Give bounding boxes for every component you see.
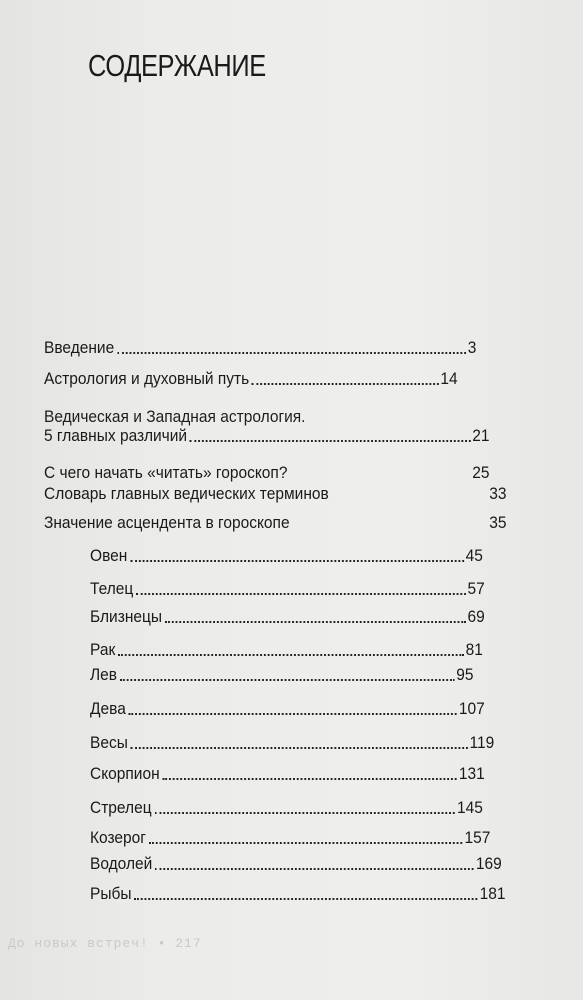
toc-entry-page: 21 (472, 427, 490, 445)
toc-entry-page: 81 (465, 641, 483, 659)
toc-entry-page: 145 (457, 799, 483, 817)
toc-entry-label: Словарь главных ведических терминов (44, 485, 329, 503)
toc-entry-page: 57 (467, 580, 485, 598)
toc-entry-label: Телец (90, 580, 134, 598)
toc-entry (90, 607, 485, 627)
toc-entry (90, 699, 485, 719)
leader-dots (134, 898, 477, 900)
toc-entry (90, 546, 483, 566)
toc-entry-page: 181 (479, 885, 506, 903)
toc-entry-page: 25 (472, 464, 490, 482)
leader-dots (117, 352, 466, 354)
leader-dots (120, 679, 455, 681)
toc-entry-label: Введение (44, 339, 115, 357)
page-footer: До новых встреч! • 217 (8, 936, 202, 951)
toc-entry (90, 640, 483, 660)
toc-entry (90, 854, 502, 874)
toc-entry (44, 426, 490, 446)
toc-entry-page: 119 (469, 734, 495, 752)
toc-entry-label: Козерог (90, 829, 146, 847)
toc-entry (90, 733, 494, 753)
toc-entry-label: Стрелец (90, 799, 152, 817)
toc-entry (90, 665, 474, 685)
toc-entry-label: 5 главных различий (44, 427, 188, 445)
toc-entry-label: Дева (90, 700, 126, 718)
toc-entry-page: 3 (467, 339, 477, 357)
toc-entry (90, 798, 483, 818)
toc-entry (90, 884, 505, 904)
toc-entry-label: Рыбы (90, 885, 132, 903)
toc-entry-label: Овен (90, 547, 128, 565)
leader-dots (136, 593, 466, 595)
toc-entry (90, 828, 490, 848)
toc-entry-label: С чего начать «читать» гороскоп? (44, 464, 288, 482)
leader-dots (154, 812, 455, 814)
leader-dots (149, 842, 463, 844)
leader-dots (252, 383, 438, 385)
leader-dots (292, 527, 487, 529)
leader-dots (129, 713, 457, 715)
toc-entry (44, 513, 506, 533)
toc-entry-page: 95 (456, 666, 474, 684)
leader-dots (165, 621, 466, 623)
toc-entry-label: Скорпион (90, 765, 160, 783)
leader-dots (162, 778, 457, 780)
toc-entry-label: Лев (90, 666, 118, 684)
toc-entry-label: Значение асцендента в гороскопе (44, 514, 290, 532)
toc-entry-page: 69 (467, 608, 485, 626)
toc-entry-label: Астрология и духовный путь (44, 370, 250, 388)
toc-entry (90, 579, 485, 599)
toc-entry-page: 33 (489, 485, 507, 503)
leader-dots (332, 498, 488, 500)
toc-entry-label: Рак (90, 641, 116, 659)
toc-entry-page: 169 (475, 855, 502, 873)
toc-entry-label: Весы (90, 734, 128, 752)
leader-dots (130, 560, 464, 562)
toc-entry (44, 484, 506, 504)
toc-entry-page: 107 (458, 700, 485, 718)
toc-entry-page: 14 (440, 370, 458, 388)
toc-entry-label-line1: Ведическая и Западная астрология. (44, 408, 306, 426)
toc-entry-page: 45 (465, 547, 483, 565)
page-title: СОДЕРЖАНИЕ (88, 48, 266, 83)
toc-entry (44, 338, 476, 358)
toc-entry-page: 35 (489, 514, 507, 532)
leader-dots (118, 654, 464, 656)
toc-entry-label: Водолей (90, 855, 153, 873)
toc-entry (90, 764, 485, 784)
leader-dots (155, 868, 474, 870)
toc-entry-page: 131 (458, 765, 485, 783)
toc-entry-page: 157 (464, 829, 491, 847)
toc-entry (44, 463, 490, 483)
leader-dots (290, 477, 470, 479)
toc-entry (44, 369, 458, 389)
leader-dots (131, 747, 468, 749)
toc-entry-label: Близнецы (90, 608, 163, 626)
leader-dots (190, 440, 471, 442)
